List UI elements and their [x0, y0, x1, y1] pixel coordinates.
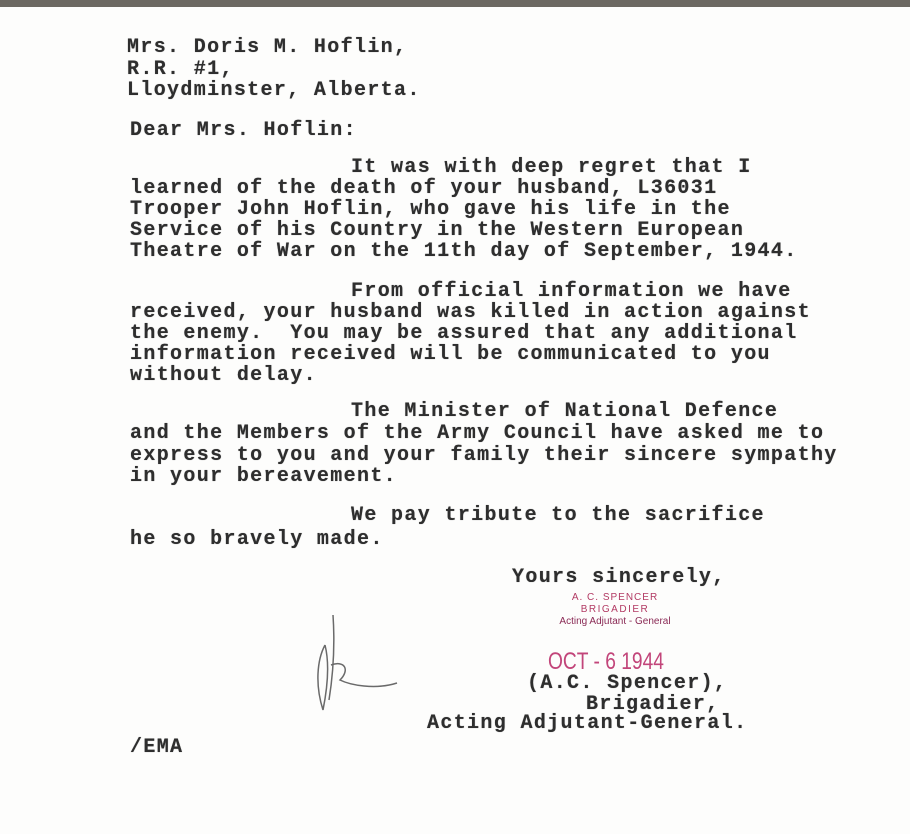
text-line: Theatre of War on the 11th day of September, 1944. [130, 240, 798, 263]
text-line: he so bravely made. [130, 528, 384, 551]
typist-reference: /EMA [130, 736, 184, 759]
address-line: Mrs. Doris M. Hoflin, [127, 36, 408, 59]
text-line: It was with deep regret that I [351, 156, 752, 179]
date-stamp: OCT - 6 1944 [548, 648, 664, 675]
signatory-rank: Brigadier, [586, 693, 720, 716]
stamp-line: Acting Adjutant - General [559, 616, 671, 627]
stamp-line: BRIGADIER [580, 604, 650, 615]
text-line: Trooper John Hoflin, who gave his life in the [130, 198, 731, 221]
text-line: We pay tribute to the sacrifice [351, 504, 765, 527]
text-line: Service of his Country in the Western European [130, 219, 745, 242]
signatory-name: (A.C. Spencer), [527, 672, 728, 695]
address-line: Lloydminster, Alberta. [127, 79, 421, 102]
text-line: without delay. [130, 364, 317, 387]
scan-edge [0, 0, 910, 7]
text-line: and the Members of the Army Council have asked me to [130, 422, 825, 445]
text-line: the enemy. You may be assured that any additional [130, 322, 798, 345]
address-line: R.R. #1, [127, 58, 234, 81]
salutation: Dear Mrs. Hoflin: [130, 119, 357, 142]
text-line: in your bereavement. [130, 465, 398, 488]
text-line: From official information we have [351, 280, 792, 303]
signature-initials [305, 605, 405, 715]
signatory-title: Acting Adjutant-General. [427, 712, 748, 735]
text-line: information received will be communicated to you [130, 343, 771, 366]
text-line: The Minister of National Defence [351, 400, 779, 423]
stamp-line: A. C. SPENCER [571, 592, 659, 603]
text-line: received, your husband was killed in action against [130, 301, 811, 324]
closing: Yours sincerely, [512, 566, 726, 589]
text-line: express to you and your family their sincere sympathy [130, 444, 838, 467]
text-line: learned of the death of your husband, L36031 [130, 177, 718, 200]
